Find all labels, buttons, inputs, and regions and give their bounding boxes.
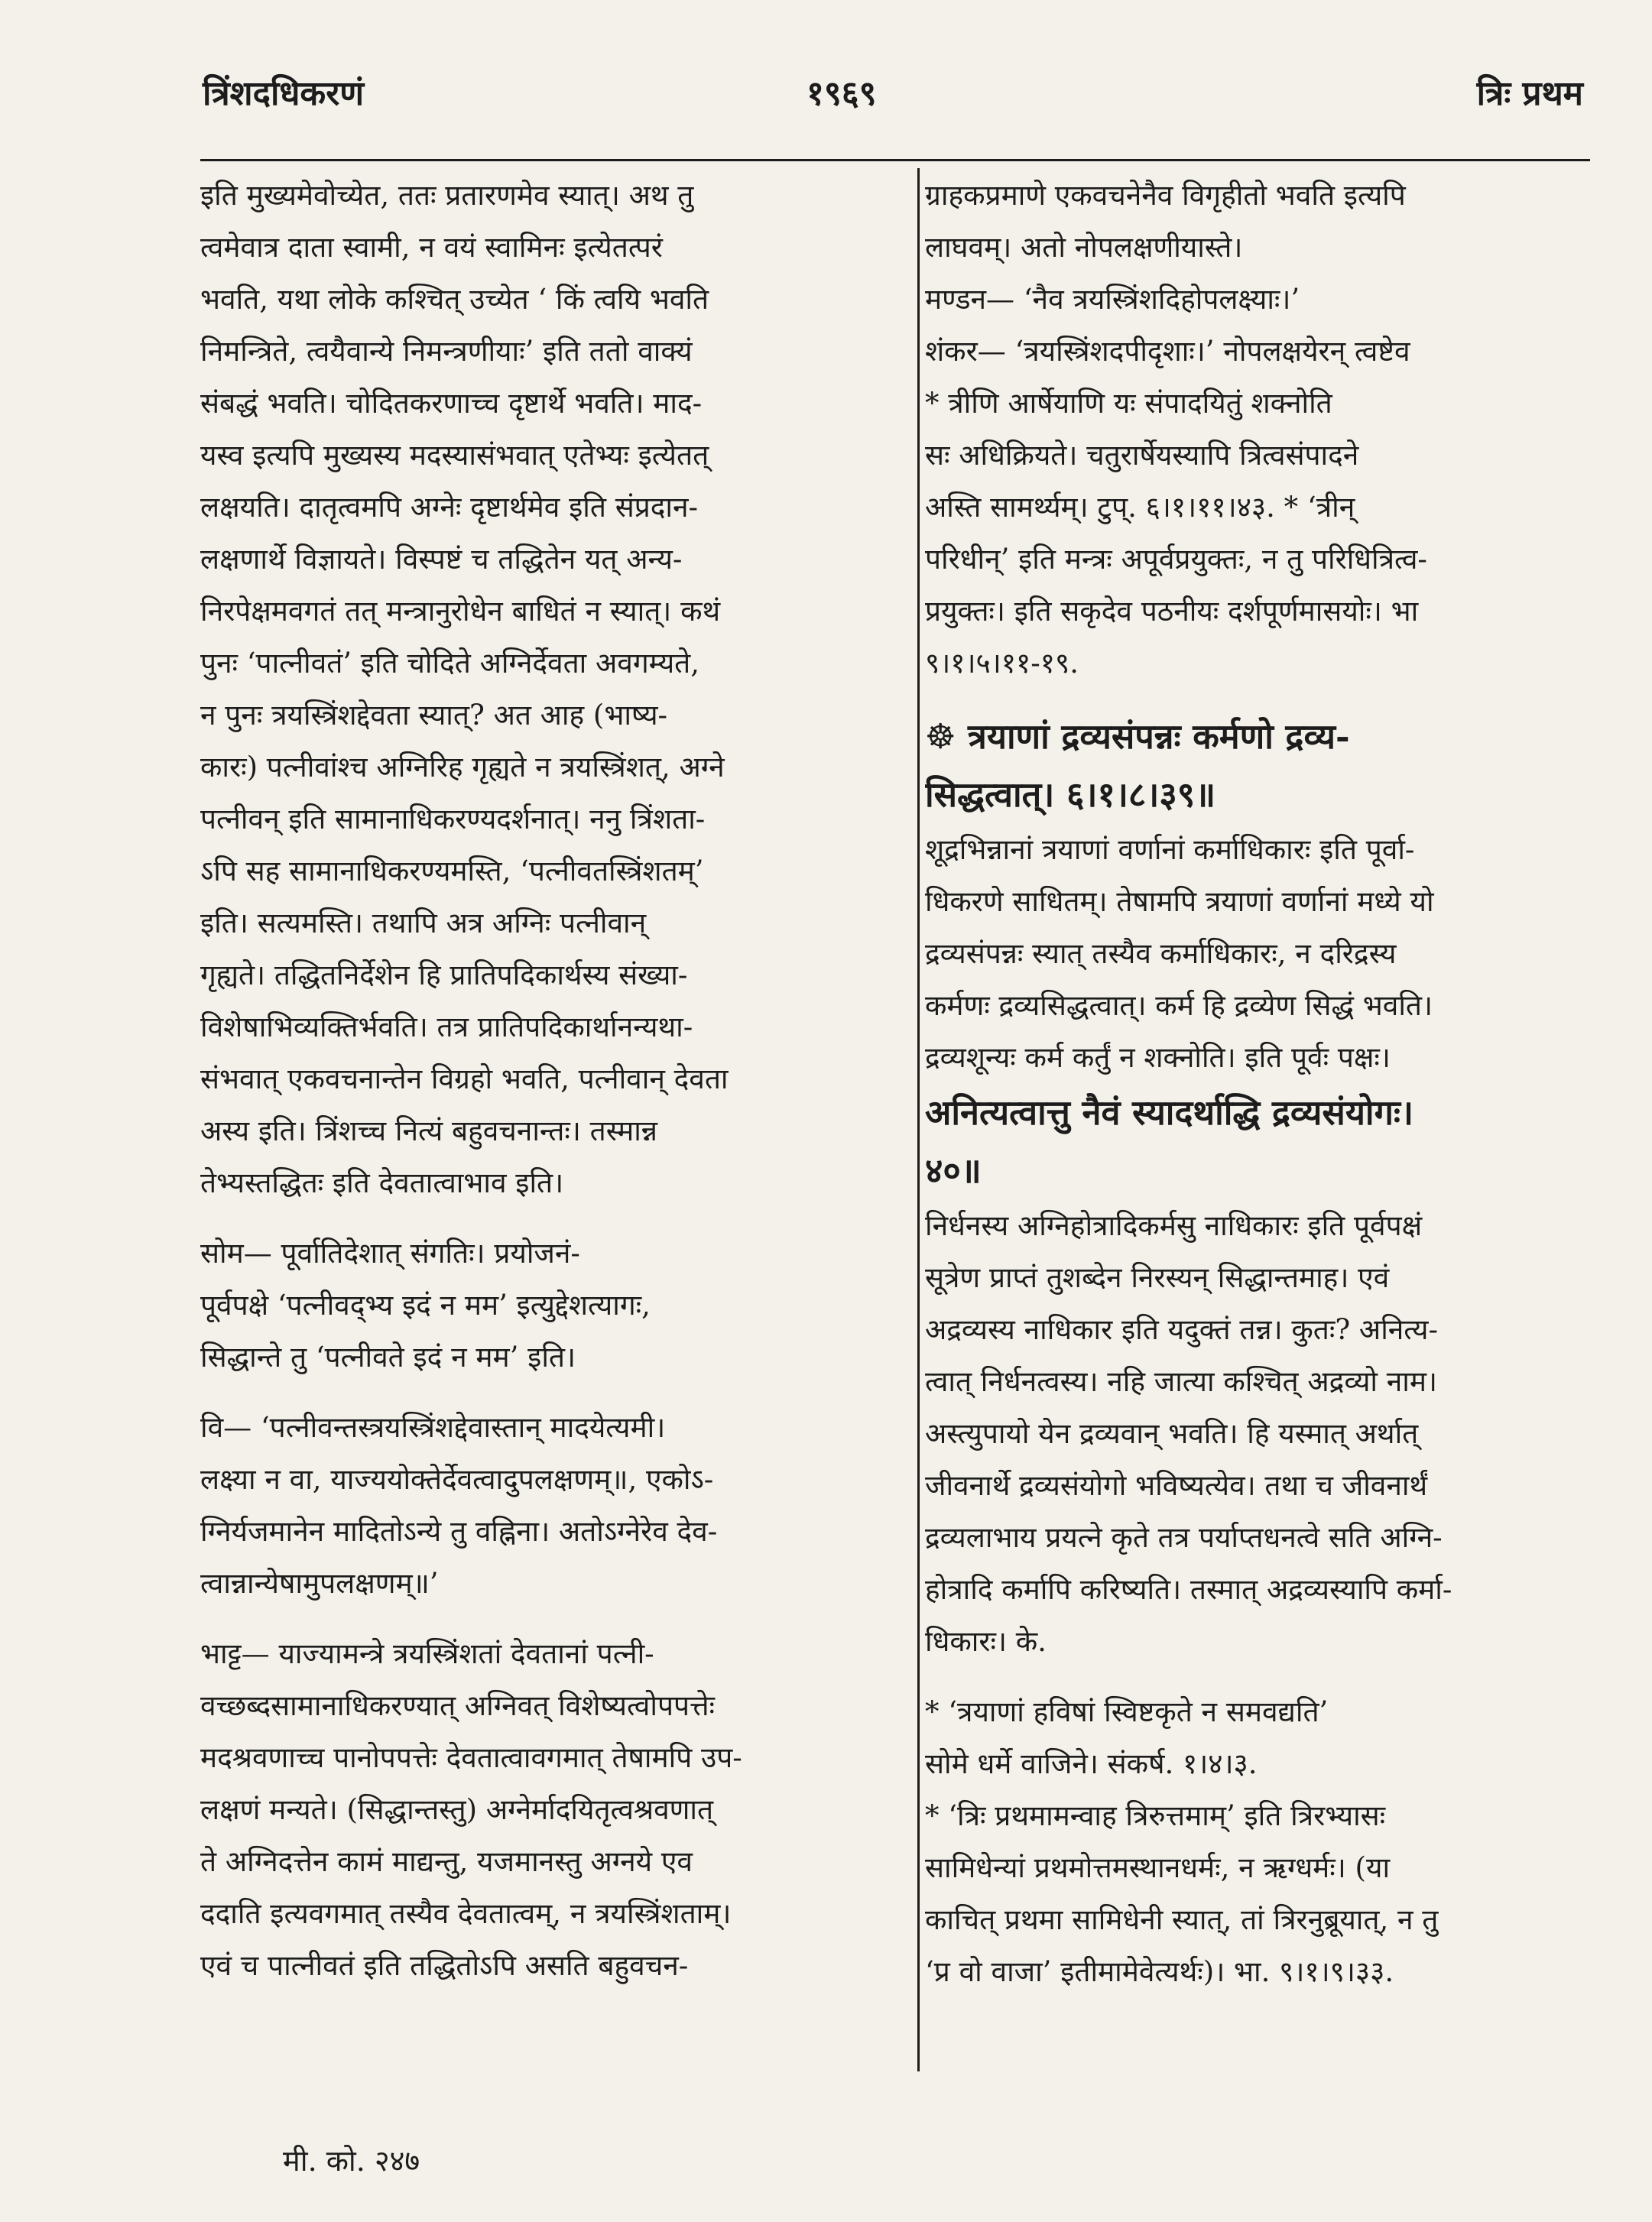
- header-left-title: त्रिंशदधिकरणं: [203, 74, 365, 113]
- text-line: अद्रव्यस्य नाधिकार इति यदुक्तं तन्न। कुतः? अनित्य-: [925, 1313, 1439, 1346]
- text-line: शंकर— ‘त्रयस्त्रिंशदपीदृशाः।’ नोपलक्षयेरन् त्वष्टेव: [925, 335, 1410, 368]
- text-line: ग्राहकप्रमाणे एकवचनेनैव विगृहीतो भवति इत्यपि: [925, 179, 1406, 212]
- text-line: संभवात् एकवचनान्तेन विग्रहो भवति, पत्नीवान् देवता: [200, 1062, 729, 1095]
- text-line: भवति, यथा लोके कश्चित् उच्येत ‘ किं त्वयि भवति: [200, 283, 709, 316]
- sutra-line: ४०॥: [925, 1150, 982, 1191]
- text-line: लक्षणार्थे विज्ञायते। विस्पष्टं च तद्धितेन यत् अन्य-: [200, 543, 683, 576]
- text-line: शूद्रभिन्नानां त्रयाणां वर्णानां कर्माधिकारः इति पूर्वा-: [925, 833, 1415, 866]
- text-line: पत्नीवन् इति सामानाधिकरण्यदर्शनात्। ननु त्रिंशता-: [200, 803, 706, 835]
- header-rule: [200, 159, 1590, 161]
- text-line: धिकरणे साधितम्। तेषामपि त्रयाणां वर्णानां मध्ये यो: [925, 885, 1434, 918]
- text-line: लक्ष्या न वा, याज्ययोक्तेर्देवत्वादुपलक्षणम्॥, एकोऽ-: [200, 1463, 714, 1496]
- text-line: यस्व इत्यपि मुख्यस्य मदस्यासंभवात् एतेभ्यः इत्येतत्: [200, 439, 709, 472]
- sutra-line: ☸ त्रयाणां द्रव्यसंपन्नः कर्मणो द्रव्य-: [925, 716, 1350, 757]
- text-line: सामिधेन्यां प्रथमोत्तमस्थानधर्मः, न ऋग्धर्मः। (या: [925, 1851, 1391, 1884]
- text-line: वि— ‘पत्नीवन्तस्त्रयस्त्रिंशद्देवास्तान् मादयेत्यमी।: [200, 1411, 666, 1444]
- text-line: निर्धनस्य अग्निहोत्रादिकर्मसु नाधिकारः इति पूर्वपक्षं: [925, 1209, 1423, 1242]
- paragraph-gap: [200, 1610, 892, 1628]
- paragraph-gap: [925, 1668, 1590, 1686]
- text-line: द्रव्यलाभाय प्रयत्ने कृते तत्र पर्याप्तधनत्वे सति अग्नि-: [925, 1521, 1443, 1554]
- text-line: निमन्त्रिते, त्वयैवान्ये निमन्त्रणीयाः’ इति ततो वाक्यं: [200, 335, 693, 368]
- paragraph-gap: [200, 1383, 892, 1402]
- sutra-line: सिद्धत्वात्। ६।१।८।३९॥: [925, 774, 1216, 815]
- text-line: जीवनार्थे द्रव्यसंयोगो भविष्यत्येव। तथा च जीवनार्थं: [925, 1469, 1428, 1502]
- text-line: प्रयुक्तः। इति सकृदेव पठनीयः दर्शपूर्णमासयोः। भा: [925, 595, 1419, 628]
- paragraph-gap: [200, 1209, 892, 1228]
- page-header: [203, 69, 1583, 138]
- footer-signature: मी. को. २४७: [283, 2144, 420, 2178]
- text-line: लाघवम्। अतो नोपलक्षणीयास्ते।: [925, 231, 1243, 264]
- text-line: काचित् प्रथमा सामिधेनी स्यात्, तां त्रिरनुब्रूयात्, न तु: [925, 1903, 1439, 1936]
- text-line: इति मुख्यमेवोच्येत, ततः प्रतारणमेव स्यात्। अथ तु: [200, 179, 694, 212]
- text-line: गृह्यते। तद्धितनिर्देशेन हि प्रातिपदिकार्थस्य संख्या-: [200, 959, 688, 991]
- text-line: लक्षणं मन्यते। (सिद्धान्तस्तु) अग्नेर्मादयितृत्वश्रवणात्: [200, 1793, 714, 1826]
- text-line: संबद्धं भवति। चोदितकरणाच्च दृष्टार्थे भवति। माद-: [200, 387, 703, 420]
- left-column: [200, 170, 892, 1992]
- text-line: कारः) पत्नीवांश्च अग्निरिह गृह्यते न त्रयस्त्रिंशत्, अग्ने: [200, 751, 725, 783]
- text-line: कर्मणः द्रव्यसिद्धत्वात्। कर्म हि द्रव्येण सिद्धं भवति।: [925, 989, 1433, 1022]
- text-line: द्रव्यशून्यः कर्म कर्तुं न शक्नोति। इति पूर्वः पक्षः।: [925, 1041, 1391, 1074]
- text-line: तेभ्यस्तद्धितः इति देवतात्वाभाव इति।: [200, 1166, 564, 1199]
- text-line: सिद्धान्ते तु ‘पत्नीवते इदं न मम’ इति।: [200, 1341, 576, 1374]
- text-line: द्रव्यसंपन्नः स्यात् तस्यैव कर्माधिकारः, न दरिद्रस्य: [925, 937, 1397, 970]
- text-line: पुनः ‘पात्नीवतं’ इति चोदिते अग्निर्देवता अवगम्यते,: [200, 647, 700, 680]
- text-line: * ‘त्रिः प्रथमामन्वाह त्रिरुत्तमाम्’ इति त्रिरभ्यासः: [925, 1799, 1386, 1832]
- text-line: परिधीन्’ इति मन्त्रः अपूर्वप्रयुक्तः, न तु परिधित्रित्व-: [925, 543, 1427, 576]
- sutra-line: अनित्यत्वात्तु नैवं स्यादर्थाद्धि द्रव्यसंयोगः।: [925, 1092, 1414, 1133]
- text-line: त्वान्नान्येषामुपलक्षणम्॥’: [200, 1567, 439, 1600]
- text-line: एवं च पात्नीवतं इति तद्धितोऽपि असति बहुवचन-: [200, 1949, 689, 1982]
- text-line: अस्त्युपायो येन द्रव्यवान् भवति। हि यस्मात् अर्थात्: [925, 1417, 1419, 1450]
- text-line: ऽपि सह सामानाधिकरण्यमस्ति, ‘पत्नीवतस्त्रिंशतम्’: [200, 855, 704, 887]
- text-line: त्वात् निर्धनत्वस्य। नहि जात्या कश्चित् अद्रव्यो नाम।: [925, 1365, 1438, 1398]
- text-line: ग्निर्यजमानेन मादितोऽन्ये तु वह्निना। अतोऽग्नेरेव देव-: [200, 1515, 718, 1548]
- text-line: होत्रादि कर्मापि करिष्यति। तस्मात् अद्रव्यस्यापि कर्मा-: [925, 1573, 1452, 1606]
- text-line: त्वमेवात्र दाता स्वामी, न वयं स्वामिनः इत्येतत्परं: [200, 231, 663, 264]
- text-line: ददाति इत्यवगमात् तस्यैव देवतात्वम्, न त्रयस्त्रिंशताम्।: [200, 1897, 732, 1930]
- text-line: सोम— पूर्वातिदेशात् संगतिः। प्रयोजनं-: [200, 1237, 580, 1270]
- text-line: न पुनः त्रयस्त्रिंशद्देवता स्यात्? अत आह (भाष्य-: [200, 699, 668, 731]
- text-line: ९।१।५।११-१९.: [925, 647, 1079, 680]
- text-line: इति। सत्यमस्ति। तथापि अत्र अग्निः पत्नीवान्: [200, 907, 647, 939]
- text-line: * ‘त्रयाणां हविषां स्विष्टकृते न समवद्यति’: [925, 1695, 1329, 1728]
- text-line: सः अधिक्रियते। चतुरार्षेयस्यापि त्रित्वसंपादने: [925, 439, 1359, 472]
- text-line: ‘प्र वो वाजा’ इतीमामेवेत्यर्थः)। भा. ९।१।९।३३.: [925, 1955, 1394, 1988]
- text-line: ते अग्निदत्तेन कामं माद्यन्तु, यजमानस्तु अग्नये एव: [200, 1845, 693, 1878]
- text-line: धिकारः। के.: [925, 1625, 1047, 1658]
- page-number: १९६९: [807, 74, 877, 113]
- header-right-title: त्रिः प्रथम: [1476, 74, 1583, 113]
- text-line: अस्य इति। त्रिंशच्च नित्यं बहुवचनान्तः। तस्मान्न: [200, 1114, 657, 1147]
- text-line: भाट्ट— याज्यामन्त्रे त्रयस्त्रिंशतां देवतानां पत्नी-: [200, 1637, 654, 1670]
- text-line: सोमे धर्मे वाजिने। संकर्ष. १।४।३.: [925, 1747, 1258, 1780]
- text-line: मण्डन— ‘नैव त्रयस्त्रिंशदिहोपलक्ष्याः।’: [925, 283, 1300, 316]
- text-line: निरपेक्षमवगतं तत् मन्त्रानुरोधेन बाधितं न स्यात्। कथं: [200, 595, 721, 628]
- text-line: * त्रीणि आर्षेयाणि यः संपादयितुं शक्नोति: [925, 387, 1332, 420]
- text-line: वच्छब्दसामानाधिकरण्यात् अग्निवत् विशेष्यत्वोपपत्तेः: [200, 1689, 716, 1722]
- text-line: सूत्रेण प्राप्तं तुशब्देन निरस्यन् सिद्धान्तमाह। एवं: [925, 1261, 1390, 1294]
- text-line: अस्ति सामर्थ्यम्। टुप्. ६।१।११।४३. * ‘त्रीन्: [925, 491, 1355, 524]
- paragraph-gap: [925, 689, 1590, 708]
- text-line: लक्षयति। दातृत्वमपि अग्नेः दृष्टार्थमेव इति संप्रदान-: [200, 491, 699, 524]
- right-column: [925, 170, 1590, 1998]
- column-divider: [917, 168, 920, 2071]
- text-line: विशेषाभिव्यक्तिर्भवति। तत्र प्रातिपदिकार्थानन्यथा-: [200, 1010, 693, 1043]
- text-line: पूर्वपक्षे ‘पत्नीवद्भ्य इदं न मम’ इत्युद्देशत्यागः,: [200, 1289, 651, 1322]
- text-line: मदश्रवणाच्च पानोपपत्तेः देवतात्वावगमात् तेषामपि उप-: [200, 1741, 742, 1774]
